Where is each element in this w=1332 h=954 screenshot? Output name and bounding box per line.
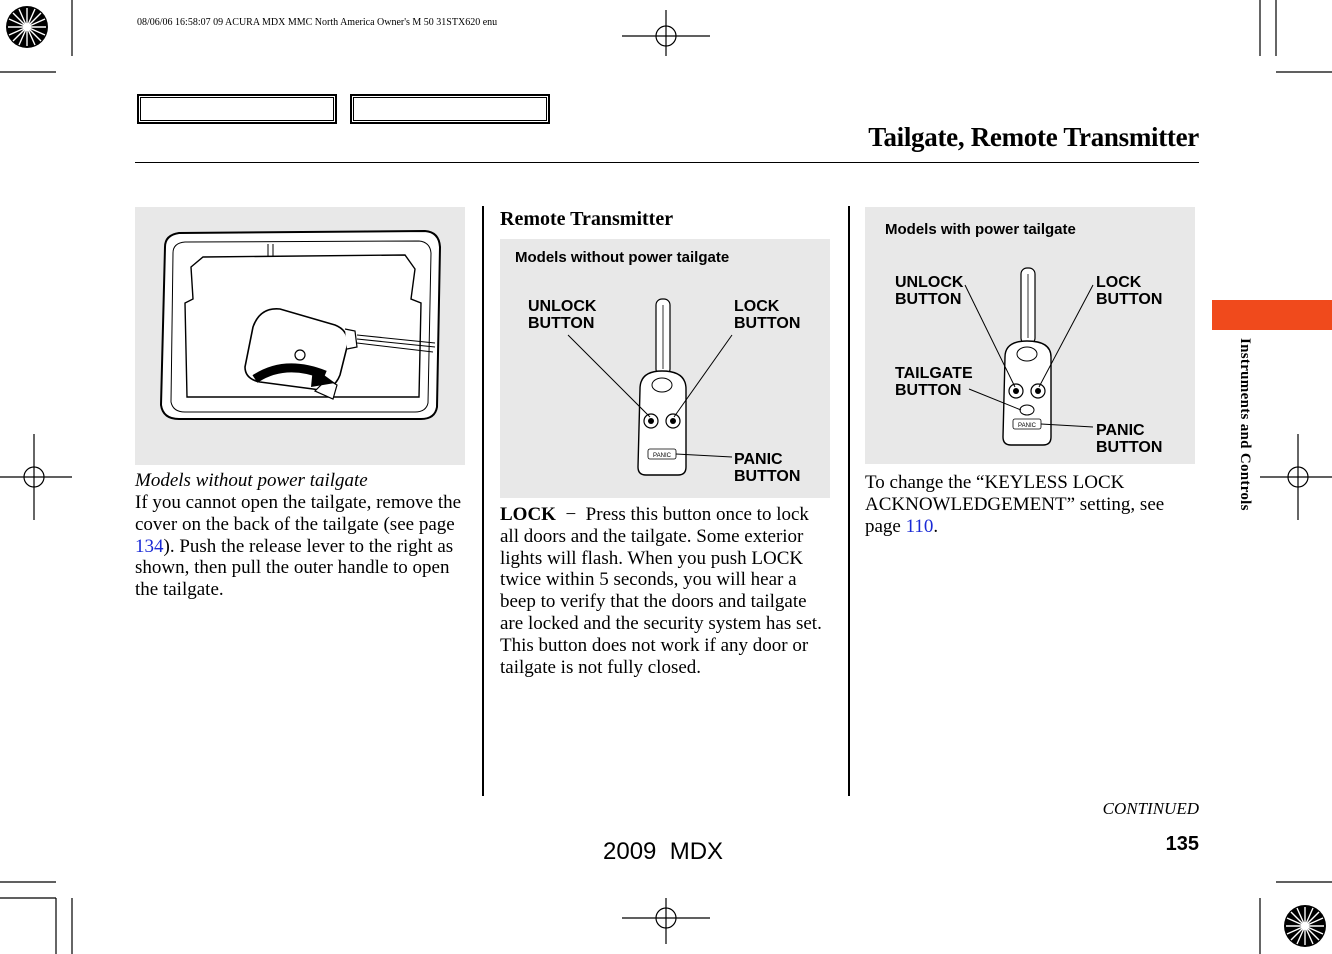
figure-title-power: Models with power tailgate (885, 221, 1076, 238)
panic-label-power-line1: PANIC (1096, 422, 1145, 439)
section-tab (1212, 300, 1332, 330)
tailgate-label-line1: TAILGATE (895, 365, 973, 382)
continued-label: CONTINUED (1102, 799, 1199, 818)
lock-description: Press this button once to lock all doors and the tailgate. Some exterior lights will flash. When you push LOCK twice within 5 seconds, you will hear a beep to verify that the doors and tailgate are locked and the security system has set. This button does not work if any door or tailgate is not fully closed. (500, 504, 822, 678)
key-panic-text-power: PANIC (1018, 423, 1036, 429)
print-header: 08/06/06 16:58:07 09 ACURA MDX MMC North America Owner's M 50 31STX620 enu (137, 17, 498, 28)
tailgate-release-illustration (135, 207, 465, 465)
unlock-label-line2: BUTTON (528, 315, 595, 332)
key-fob-illustration (500, 239, 830, 498)
lock-term: LOCK (500, 504, 556, 525)
page-title: Tailgate, Remote Transmitter (868, 122, 1199, 152)
page-link-134[interactable]: 134 (135, 535, 164, 557)
remote-figure-without-power-tailgate (500, 239, 830, 498)
left-text-1: If you cannot open the tailgate, remove the cover on the back of the tailgate (see page (135, 492, 462, 535)
starburst-mark-bottom-right (1284, 905, 1326, 947)
lock-paragraph (500, 504, 832, 678)
left-text-2: ). Push the release lever to the right as shown, then pull the outer handle to open the tailgate. (135, 535, 454, 601)
crosshair-right (1260, 434, 1332, 520)
left-caption: Models without power tailgate (135, 470, 368, 491)
footer-model: 2009 MDX (603, 838, 724, 865)
key-panic-text: PANIC (653, 453, 671, 459)
right-text-2: . (933, 515, 939, 537)
page-link-110[interactable]: 110 (905, 515, 934, 537)
lock-label-line1: LOCK (734, 298, 780, 315)
column-divider-left (482, 206, 484, 796)
page-number: 135 (1165, 833, 1199, 855)
key-fob-power-illustration (865, 207, 1195, 464)
lock-dash: − (565, 504, 577, 525)
panic-label-line2: BUTTON (734, 468, 801, 485)
tailgate-figure (135, 207, 465, 465)
crosshair-left (0, 434, 72, 520)
crosshair-bottom (622, 898, 710, 944)
lock-label-power-line2: BUTTON (1096, 291, 1163, 308)
panic-label-power-line2: BUTTON (1096, 439, 1163, 456)
figure-title: Models without power tailgate (515, 249, 730, 266)
lock-label-power-line1: LOCK (1096, 274, 1142, 291)
title-divider (135, 162, 1199, 163)
remote-figure-with-power-tailgate (865, 207, 1195, 464)
remote-transmitter-heading: Remote Transmitter (500, 208, 674, 230)
panic-label-line1: PANIC (734, 451, 783, 468)
left-paragraph (135, 492, 465, 601)
unlock-label-power-line1: UNLOCK (895, 274, 964, 291)
section-tab-label: Instruments and Controls (1237, 338, 1253, 511)
starburst-mark-top-left (6, 6, 48, 48)
column-divider-right (848, 206, 850, 796)
tailgate-label-line2: BUTTON (895, 382, 962, 399)
unlock-label-power-line2: BUTTON (895, 291, 962, 308)
nav-button-previous[interactable] (137, 94, 337, 124)
right-text-1: To change the “KEYLESS LOCK ACKNOWLEDGEMENT” setting, see page (865, 472, 1165, 537)
unlock-label-line1: UNLOCK (528, 298, 597, 315)
lock-label-line2: BUTTON (734, 315, 801, 332)
crosshair-top (622, 10, 710, 56)
nav-button-next[interactable] (350, 94, 550, 124)
keyless-ack-paragraph (865, 472, 1195, 537)
